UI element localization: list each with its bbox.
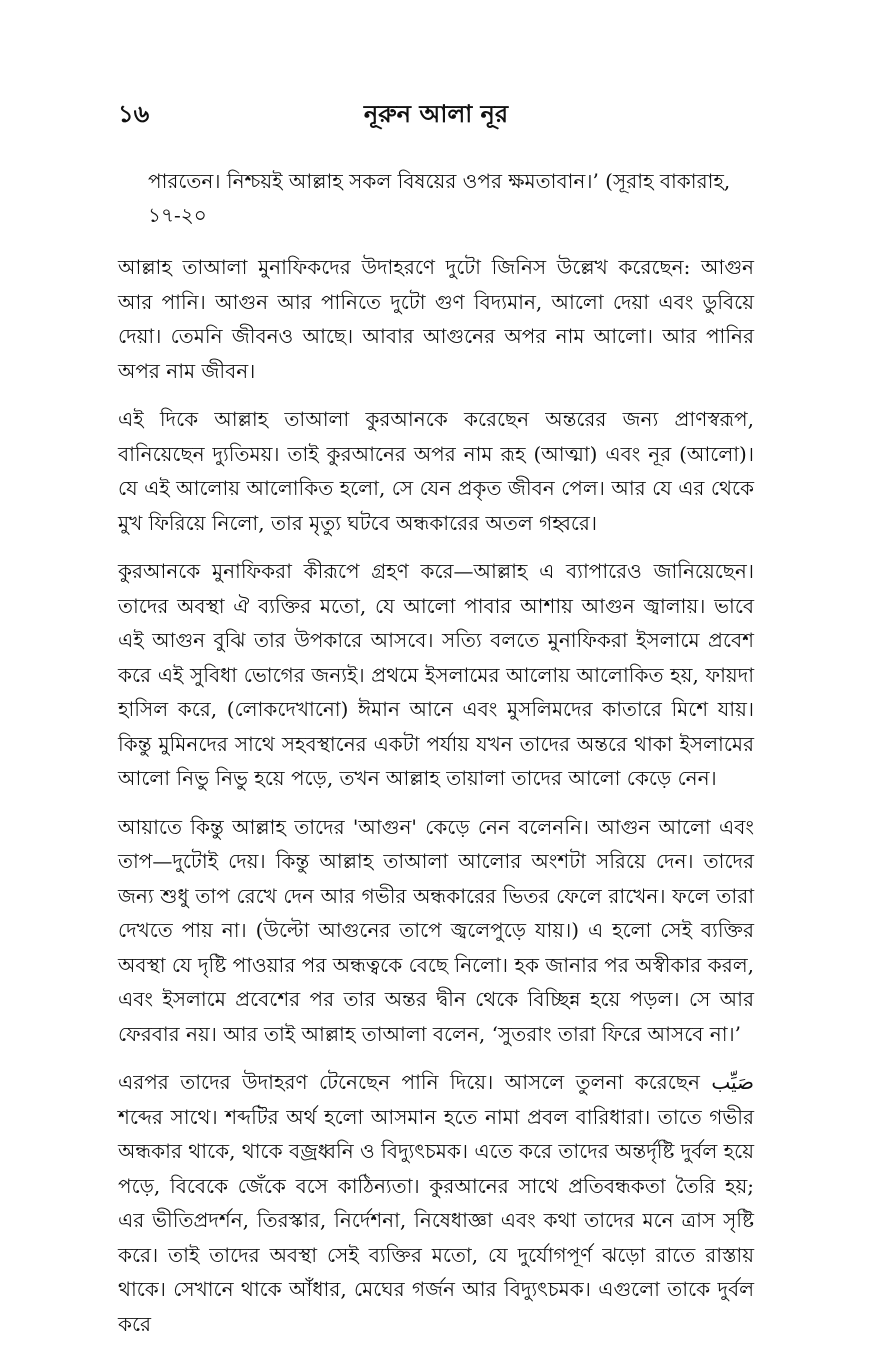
paragraph-5-text-start: এরপর তাদের উদাহরণ টেনেছেন পানি দিয়ে। আসলে তুলনা করেছেন bbox=[118, 1070, 700, 1094]
book-page bbox=[118, 96, 754, 1355]
paragraph-4: আয়াতে কিন্তু আল্লাহ তাদের 'আগুন' কেড়ে নেন বলেননি। আগুন আলো এবং তাপ—দুটোই দেয়। কিন্তু আল্লাহ তাআলা আলোর অংশটা সরিয়ে দেন। তাদের জন্য শুধু তাপ রেখে দেন আর গভীর অন্ধকারের ভিতর ফেলে রাখেন। ফলে তারা দেখতে পায় না। (উল্টো আগুনের তাপে জ্বলেপুড়ে যায়।) এ হলো সেই ব্যক্তির অবস্থা যে দৃষ্টি পাওয়ার পর অন্ধত্বকে বেছে নিলো। হক জানার পর অস্বীকার করল, এবং ইসলামে প্রবেশের পর তার অন্তর দ্বীন থেকে বিচ্ছিন্ন হয়ে পড়ল। সে আর ফেরবার নয়। আর তাই আল্লাহ তাআলা বলেন, ‘সুতরাং তারা ফিরে আসবে না।’ bbox=[118, 814, 754, 1046]
paragraph-3: কুরআনকে মুনাফিকরা কীরূপে গ্রহণ করে—আল্লাহ এ ব্যাপারেও জানিয়েছেন। তাদের অবস্থা ঐ ব্যক্তির মতো, যে আলো পাবার আশায় আগুন জ্বালায়। ভাবে এই আগুন বুঝি তার উপকারে আসবে। সত্যি বলতে মুনাফিকরা ইসলামে প্রবেশ করে এই সুবিধা ভোগের জন্যই। প্রথমে ইসলামের আলোয় আলোকিত হয়, ফায়দা হাসিল করে, (লোকদেখানো) ঈমান আনে এবং মুসলিমদের কাতারে মিশে যায়। কিন্তু মুমিনদের সাথে সহবস্থানের একটা পর্যায় যখন তাদের অন্তরে থাকা ইসলামের আলো নিভু নিভু হয়ে পড়ে, তখন আল্লাহ তায়ালা তাদের আলো কেড়ে নেন। bbox=[118, 559, 754, 790]
page-number: ১৬ bbox=[118, 99, 150, 128]
quote-reference: ১৭-২০ bbox=[148, 203, 207, 227]
page-header bbox=[118, 96, 754, 136]
paragraph-5 bbox=[118, 1065, 754, 1341]
quote-block bbox=[148, 164, 754, 232]
arabic-word: صَيِّب bbox=[711, 1070, 755, 1094]
paragraph-5-text-end: শব্দের সাথে। শব্দটির অর্থ হলো আসমান হতে নামা প্রবল বারিধারা। তাতে গভীর অন্ধকার থাকে, থাকে বজ্রধ্বনি ও বিদ্যুৎচমক। এতে করে তাদের অন্তর্দৃষ্টি দুর্বল হয়ে পড়ে, বিবেকে জেঁকে বসে কাঠিন্যতা। কুরআনের সাথে প্রতিবন্ধকতা তৈরি হয়; এর ভীতিপ্রদর্শন, তিরস্কার, নির্দেশনা, নিষেধাজ্ঞা এবং কথা তাদের মনে ত্রাস সৃষ্টি করে। তাই তাদের অবস্থা সেই ব্যক্তির মতো, যে দুর্যোগপূর্ণ ঝড়ো রাতে রাস্তায় থাকে। সেখানে থাকে আঁধার, মেঘের গর্জন আর বিদ্যুৎচমক। এগুলো তাকে দুর্বল করে bbox=[118, 1104, 755, 1336]
quote-line-1: পারতেন। নিশ্চয়ই আল্লাহ সকল বিষয়ের ওপর ক্ষমতাবান।’ (সূরাহ বাকারাহ, bbox=[148, 169, 731, 193]
paragraph-1: আল্লাহ তাআলা মুনাফিকদের উদাহরণে দুটো জিনিস উল্লেখ করেছেন: আগুন আর পানি। আগুন আর পানিতে দুটো গুণ বিদ্যমান, আলো দেয়া এবং ডুবিয়ে দেয়া। তেমনি জীবনও আছে। আবার আগুনের অপর নাম আলো। আর পানির অপর নাম জীবন। bbox=[118, 255, 754, 383]
running-title: নূরুন আলা নূর bbox=[363, 99, 509, 128]
paragraph-2: এই দিকে আল্লাহ তাআলা কুরআনকে করেছেন অন্তরের জন্য প্রাণস্বরূপ, বানিয়েছেন দ্যুতিময়। তাই কুরআনের অপর নাম রূহ (আত্মা) এবং নূর (আলো)। যে এই আলোয় আলোকিত হলো, সে যেন প্রকৃত জীবন পেল। আর যে এর থেকে মুখ ফিরিয়ে নিলো, তার মৃত্যু ঘটবে অন্ধকারের অতল গহ্বরে। bbox=[118, 407, 754, 535]
